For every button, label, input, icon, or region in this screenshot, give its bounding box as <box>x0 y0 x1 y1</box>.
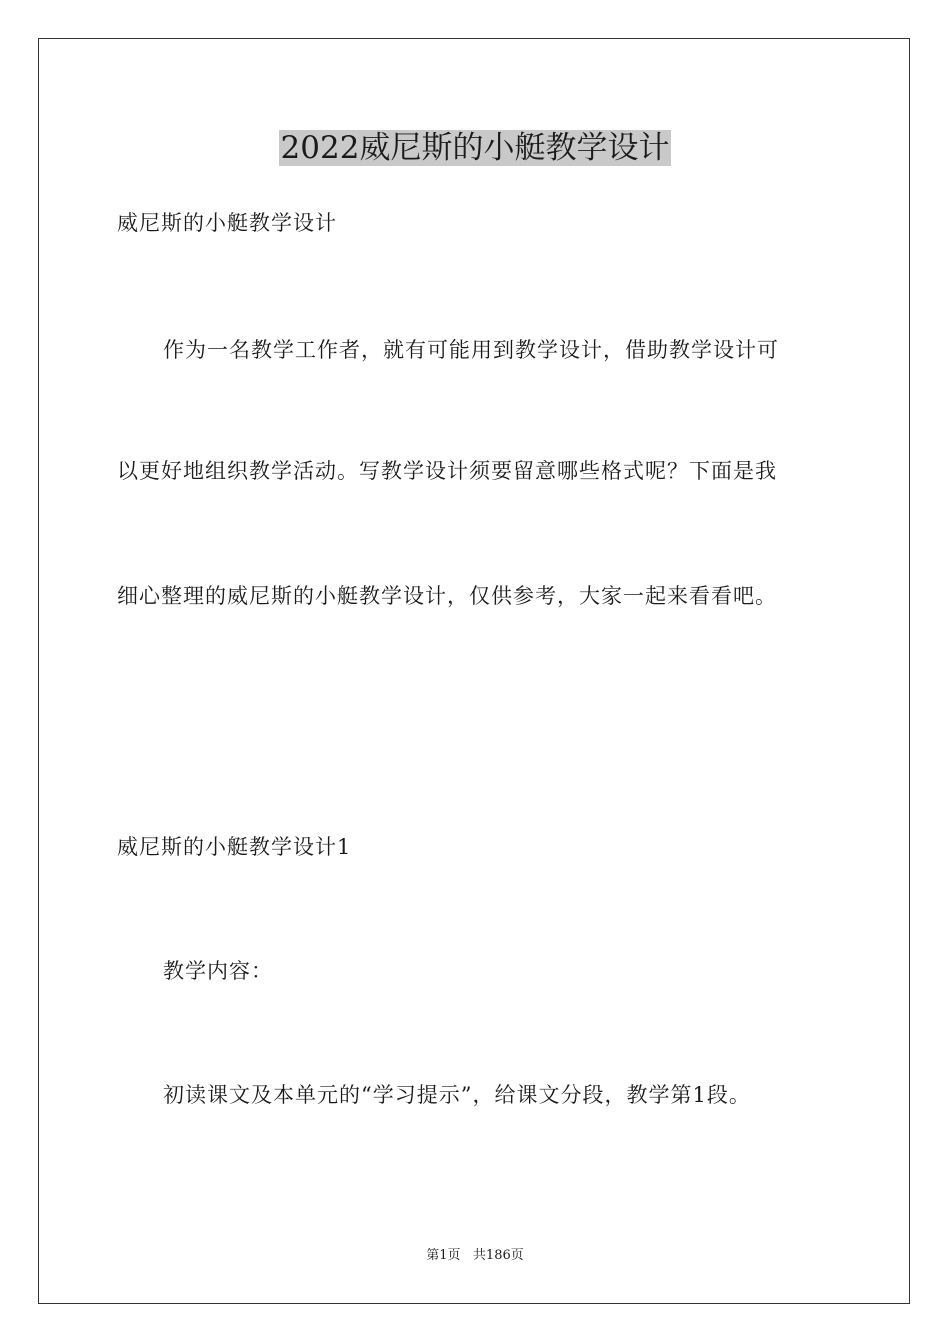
section-heading: 威尼斯的小艇教学设计1 <box>117 835 352 859</box>
content-text: 初读课文及本单元的“学习提示”，给课文分段，教学第1段。 <box>163 1083 751 1107</box>
document-subtitle: 威尼斯的小艇教学设计 <box>117 211 337 235</box>
intro-line-2: 以更好地组织教学活动。写教学设计须要留意哪些格式呢？下面是我 <box>117 459 777 483</box>
intro-line-1: 作为一名教学工作者，就有可能用到教学设计，借助教学设计可 <box>163 338 779 362</box>
content-label: 教学内容： <box>163 959 273 983</box>
intro-line-3: 细心整理的威尼斯的小艇教学设计，仅供参考，大家一起来看看吧。 <box>117 584 777 608</box>
page-number: 第1页 共186页 <box>426 1248 524 1263</box>
document-title: 2022威尼斯的小艇教学设计 <box>280 130 670 166</box>
